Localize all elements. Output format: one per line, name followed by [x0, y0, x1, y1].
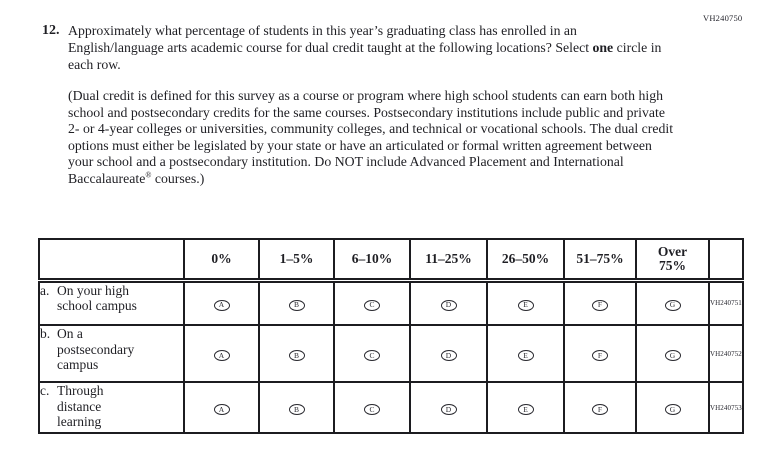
oval-letter: A	[218, 300, 225, 310]
option-cell	[184, 325, 259, 382]
header-empty-code	[709, 239, 743, 280]
row-label-a	[39, 280, 184, 325]
option-cell	[259, 325, 334, 382]
option-cell	[334, 280, 410, 325]
oval-letter: F	[597, 404, 603, 414]
answer-oval-a[interactable]	[214, 300, 230, 311]
question-block	[42, 22, 682, 187]
response-grid	[38, 238, 744, 434]
option-cell	[410, 382, 487, 433]
stem-bold-word: one	[592, 40, 614, 55]
option-cell	[636, 382, 709, 433]
col-header-26-50pct: 26–50%	[487, 239, 564, 280]
answer-oval-g[interactable]	[665, 300, 681, 311]
stem-text-1: Approximately what percentage of students in this year’s graduating class has enrolled in an English/language arts academic course for dual credit taught at the following locations? Select	[68, 23, 593, 55]
over-75-line2: 75%	[659, 257, 686, 273]
row-label-c	[39, 382, 184, 433]
col-header-over-75pct	[636, 239, 709, 280]
answer-oval-f[interactable]	[592, 300, 608, 311]
header-empty-label	[39, 239, 184, 280]
table-row-b	[39, 325, 743, 382]
answer-oval-a[interactable]	[214, 350, 230, 361]
oval-letter: B	[293, 404, 299, 414]
header-row	[39, 239, 743, 280]
answer-oval-e[interactable]	[518, 404, 534, 415]
oval-letter: A	[218, 350, 225, 360]
answer-oval-b[interactable]	[289, 404, 305, 415]
row-label-line: postsecondary	[57, 341, 135, 357]
col-header-0pct: 0%	[184, 239, 259, 280]
note-text-1: (Dual credit is defined for this survey as a course or program where high school students can earn both high school and postsecondary credits for the same courses. Postsecondary institutions include public and private 2- or 4-year colleges or universities, community colleges, and technical or vocational schools. The dual credit options must either be legislated by your state or have an articulated or formal written agreement between your school and a postsecondary institution. Do NOT include Advanced Placement and International Baccalaureate	[68, 88, 674, 186]
row-prefix: c.	[40, 383, 50, 398]
option-cell	[410, 325, 487, 382]
oval-letter: E	[523, 350, 528, 360]
option-cell	[636, 280, 709, 325]
option-cell	[334, 325, 410, 382]
answer-oval-e[interactable]	[518, 350, 534, 361]
oval-letter: G	[669, 300, 676, 310]
row-label-line: On your high	[57, 282, 129, 298]
row-label-b	[39, 325, 184, 382]
answer-oval-e[interactable]	[518, 300, 534, 311]
note-text-2: courses.)	[151, 170, 205, 186]
oval-letter: C	[369, 404, 375, 414]
option-cell	[487, 280, 564, 325]
answer-oval-f[interactable]	[592, 404, 608, 415]
oval-letter: B	[293, 350, 299, 360]
row-label-line: campus	[57, 357, 99, 372]
answer-oval-d[interactable]	[441, 300, 457, 311]
oval-letter: F	[597, 300, 603, 310]
table-row-a	[39, 280, 743, 325]
registered-mark: ®	[145, 169, 152, 179]
oval-letter: D	[445, 404, 452, 414]
option-cell	[564, 280, 636, 325]
answer-oval-b[interactable]	[289, 300, 305, 311]
option-cell	[184, 382, 259, 433]
option-cell	[334, 382, 410, 433]
oval-letter: E	[523, 404, 528, 414]
answer-oval-f[interactable]	[592, 350, 608, 361]
row-label-line: school campus	[57, 298, 137, 313]
answer-oval-b[interactable]	[289, 350, 305, 361]
row-label-line: distance	[57, 398, 102, 414]
oval-letter: B	[293, 300, 299, 310]
question-text	[68, 22, 676, 187]
oval-letter: G	[669, 350, 676, 360]
row-code: VH240752	[709, 325, 743, 382]
answer-oval-g[interactable]	[665, 350, 681, 361]
oval-letter: G	[669, 404, 676, 414]
answer-oval-c[interactable]	[364, 404, 380, 415]
option-cell	[564, 382, 636, 433]
col-header-6-10pct: 6–10%	[334, 239, 410, 280]
row-prefix: a.	[40, 282, 50, 298]
question-note	[68, 88, 676, 187]
option-cell	[487, 382, 564, 433]
answer-oval-a[interactable]	[214, 404, 230, 415]
option-cell	[184, 280, 259, 325]
row-code: VH240753	[709, 382, 743, 433]
row-label-line: On a	[57, 326, 83, 341]
oval-letter: C	[369, 350, 375, 360]
oval-letter: F	[597, 350, 603, 360]
col-header-1-5pct: 1–5%	[259, 239, 334, 280]
stem-text-2: circle in each row.	[68, 40, 662, 72]
option-cell	[564, 325, 636, 382]
oval-letter: A	[218, 404, 225, 414]
oval-letter: C	[369, 300, 375, 310]
oval-letter: E	[523, 300, 528, 310]
option-cell	[410, 280, 487, 325]
option-cell	[487, 325, 564, 382]
option-cell	[259, 382, 334, 433]
row-prefix: b.	[40, 326, 51, 341]
question-number: 12.	[42, 23, 60, 38]
row-label-line: Through	[57, 383, 104, 398]
option-cell	[259, 280, 334, 325]
answer-oval-d[interactable]	[441, 350, 457, 361]
answer-oval-g[interactable]	[665, 404, 681, 415]
oval-letter: D	[445, 350, 452, 360]
option-cell	[636, 325, 709, 382]
row-label-line: learning	[57, 414, 102, 429]
question-stem	[68, 22, 676, 73]
row-code: VH240751	[709, 280, 743, 325]
over-75-line1: Over	[657, 243, 688, 259]
answer-oval-c[interactable]	[364, 300, 380, 311]
col-header-11-25pct: 11–25%	[410, 239, 487, 280]
col-header-51-75pct: 51–75%	[564, 239, 636, 280]
table-row-c	[39, 382, 743, 433]
answer-oval-d[interactable]	[441, 404, 457, 415]
form-code-top: VH240750	[703, 13, 743, 23]
oval-letter: D	[445, 300, 452, 310]
answer-oval-c[interactable]	[364, 350, 380, 361]
